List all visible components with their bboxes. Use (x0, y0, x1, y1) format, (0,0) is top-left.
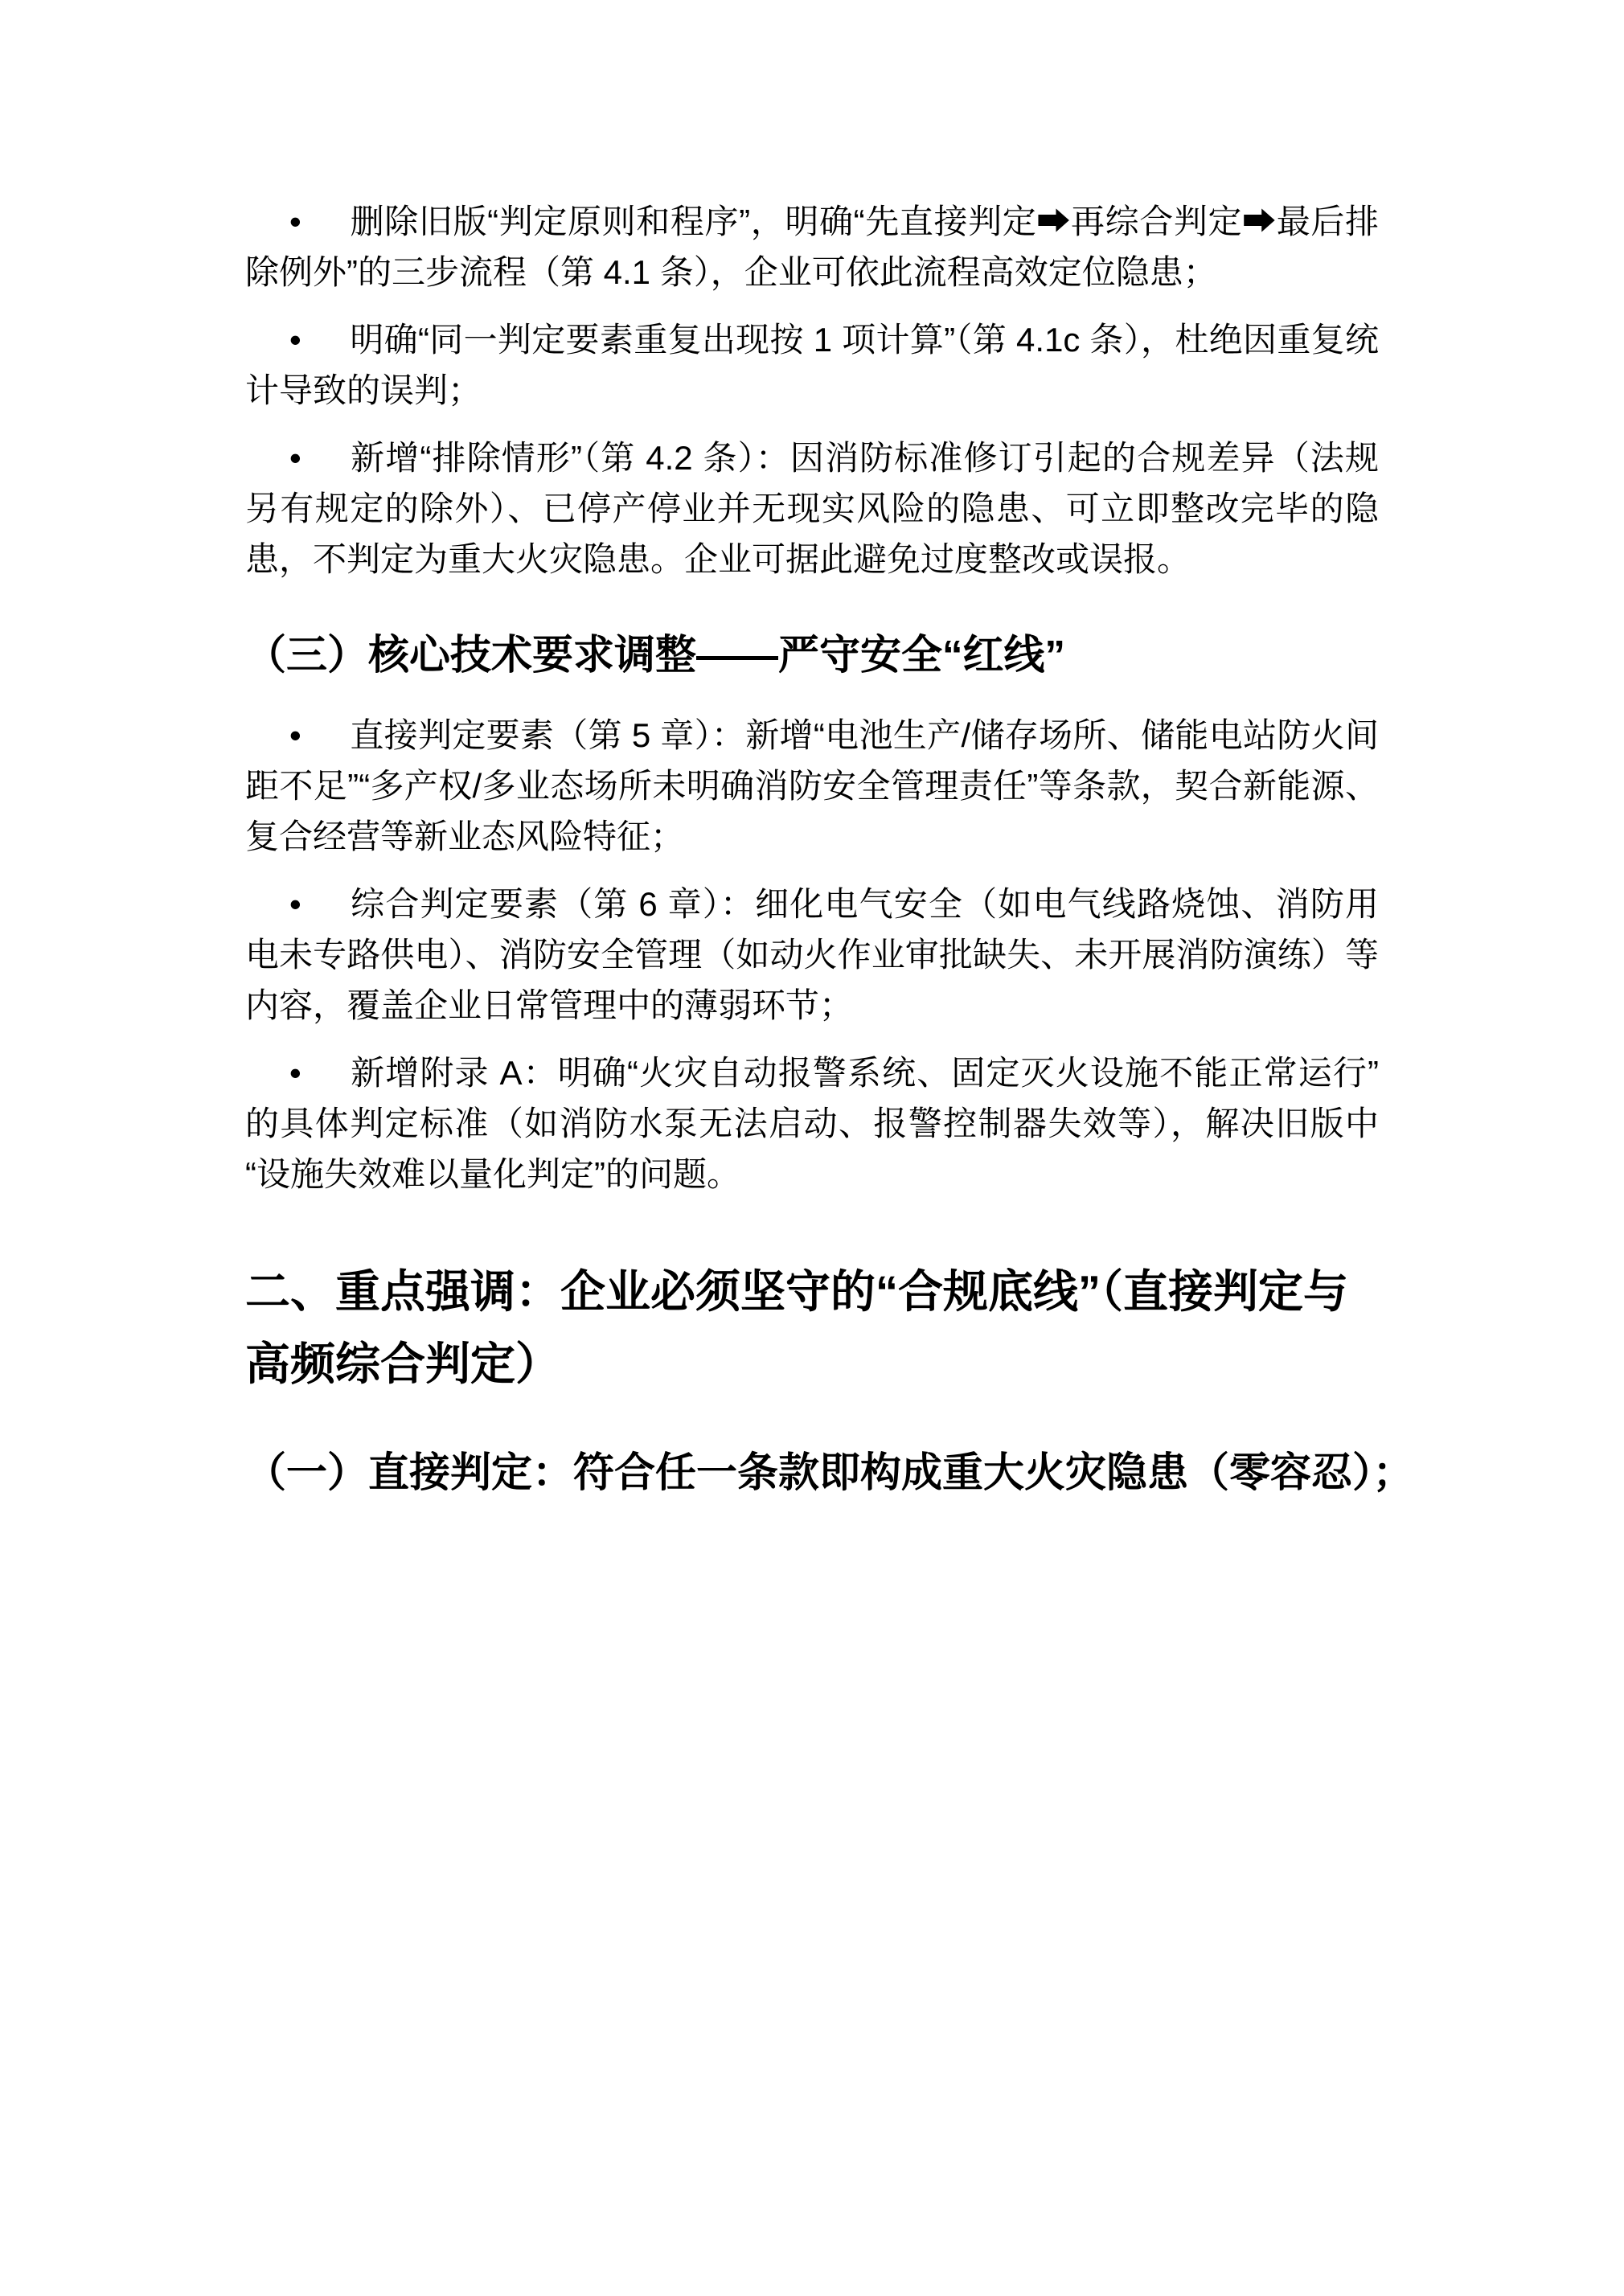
bullet-marker: • (289, 203, 301, 240)
bullet-text: 直接判定要素（第 5 章）：新增“电池生产/储存场所、储能电站防火间距不足”“多产权/多业态场所未明确消防安全管理责任”等条款，契合新能源、复合经营等新业态风险特征； (245, 716, 1379, 855)
bullet-paragraph (245, 314, 1379, 416)
bullet-marker: • (289, 1054, 301, 1092)
bullet-paragraph (245, 710, 1379, 862)
bullet-text: 明确“同一判定要素重复出现按 1 项计算”（第 4.1c 条），杜绝因重复统计导致的误判； (245, 321, 1379, 409)
section-heading: （一）直接判定：符合任一条款即构成重大火灾隐患（零容忍）； (245, 1449, 1414, 1495)
bullet-text: 新增“排除情形”（第 4.2 条）：因消防标准修订引起的合规差异（法规另有规定的除外）、已停产停业并无现实风险的隐患、可立即整改完毕的隐患，不判定为重大火灾隐患。企业可据此避免过度整改或误报。 (245, 439, 1379, 578)
bullet-text: 新增附录 A：明确“火灾自动报警系统、固定灭火设施不能正常运行”的具体判定标准（如消防水泵无法启动、报警控制器失效等），解决旧版中“设施失效难以量化判定”的问题。 (245, 1054, 1379, 1193)
section-heading: （三）核心技术要求调整——严守安全“红线” (245, 632, 1066, 678)
bullet-marker: • (289, 321, 301, 359)
bullet-paragraph (245, 1048, 1379, 1199)
bullet-marker: • (289, 439, 301, 477)
bullet-paragraph (245, 433, 1379, 584)
bullet-marker: • (289, 716, 301, 754)
bullet-paragraph (245, 879, 1379, 1031)
chapter-heading: 二、重点强调：企业必须坚守的“合规底线”（直接判定与高频综合判定） (245, 1266, 1348, 1389)
bullet-marker: • (289, 885, 301, 923)
bullet-text: 删除旧版“判定原则和程序”，明确“先直接判定➡再综合判定➡最后排除例外”的三步流程（第 4.1 条），企业可依此流程高效定位隐患； (245, 203, 1379, 291)
bullet-text: 综合判定要素（第 6 章）：细化电气安全（如电气线路烧蚀、消防用电未专路供电）、消防安全管理（如动火作业审批缺失、未开展消防演练）等内容，覆盖企业日常管理中的薄弱环节； (245, 885, 1379, 1024)
bullet-paragraph (245, 196, 1379, 297)
